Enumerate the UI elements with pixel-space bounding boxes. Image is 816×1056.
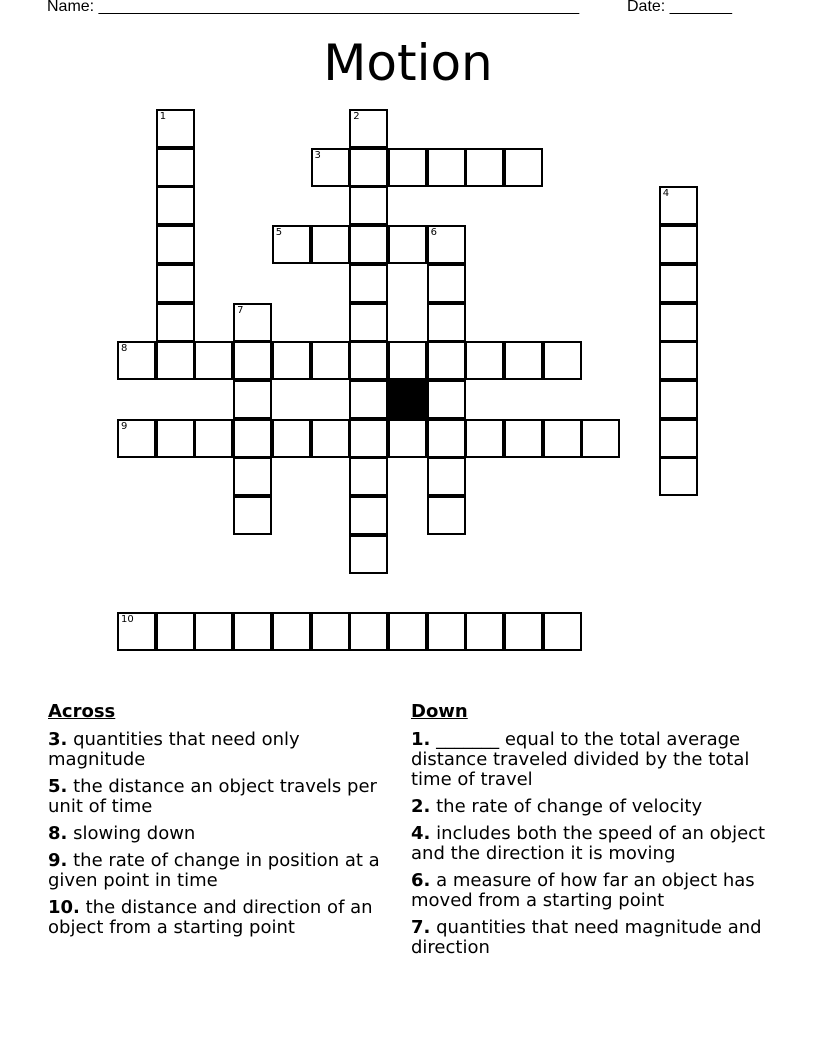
grid-cell[interactable] <box>543 419 582 458</box>
grid-cell[interactable] <box>156 186 195 225</box>
clue-number-label: 4 <box>662 188 670 200</box>
grid-cell[interactable] <box>427 380 466 419</box>
puzzle-title: Motion <box>323 34 493 92</box>
grid-cell[interactable] <box>349 457 388 496</box>
grid-cell[interactable] <box>465 612 504 651</box>
clue-text: _______ equal to the total average distance traveled divided by the total time of travel <box>411 729 750 790</box>
down-clue <box>411 871 771 911</box>
grid-cell[interactable] <box>427 225 466 264</box>
grid-cell[interactable] <box>156 225 195 264</box>
grid-cell[interactable] <box>349 148 388 187</box>
grid-cell[interactable] <box>465 419 504 458</box>
grid-cell[interactable] <box>349 535 388 574</box>
grid-cell[interactable] <box>233 419 272 458</box>
grid-cell[interactable] <box>349 341 388 380</box>
grid-cell[interactable] <box>349 109 388 148</box>
across-clues <box>48 701 398 945</box>
clue-number-label: 6 <box>430 227 437 239</box>
grid-cell[interactable] <box>427 264 466 303</box>
grid-cell[interactable] <box>388 341 427 380</box>
grid-cell[interactable] <box>311 225 350 264</box>
across-clue-list <box>48 730 398 938</box>
down-clue <box>411 797 771 817</box>
across-clue <box>48 777 398 817</box>
clue-text: a measure of how far an object has moved from a starting point <box>411 870 755 911</box>
down-clues <box>411 701 771 965</box>
across-clue <box>48 730 398 770</box>
across-clue <box>48 898 398 938</box>
grid-cell[interactable] <box>272 341 311 380</box>
grid-cell[interactable] <box>156 148 195 187</box>
grid-cell[interactable] <box>117 612 156 651</box>
clue-number-label: 7 <box>237 304 244 316</box>
grid-cell[interactable] <box>427 612 466 651</box>
grid-cell[interactable] <box>659 341 698 380</box>
grid-cell[interactable] <box>427 148 466 187</box>
grid-cell[interactable] <box>659 457 698 496</box>
clue-text: the distance and direction of an object from a starting point <box>48 897 373 938</box>
clue-number: 1. <box>411 729 431 750</box>
clue-number: 2. <box>411 796 431 817</box>
grid-cell[interactable] <box>504 612 543 651</box>
grid-cell[interactable] <box>659 225 698 264</box>
clue-text: slowing down <box>67 823 196 844</box>
grid-cell[interactable] <box>659 380 698 419</box>
clue-text: quantities that need only magnitude <box>48 729 300 770</box>
grid-cell[interactable] <box>427 419 466 458</box>
grid-cell[interactable] <box>117 341 156 380</box>
grid-cell[interactable] <box>311 419 350 458</box>
down-clue <box>411 918 771 958</box>
clue-number-label: 3 <box>314 149 321 161</box>
grid-cell[interactable] <box>349 496 388 535</box>
grid-cell[interactable] <box>427 457 466 496</box>
grid-cell[interactable] <box>504 341 543 380</box>
clue-number: 10. <box>48 897 80 918</box>
grid-cell[interactable] <box>427 341 466 380</box>
clue-text: the rate of change of velocity <box>430 796 703 817</box>
grid-cell[interactable] <box>156 419 195 458</box>
across-clue <box>48 824 398 844</box>
grid-cell[interactable] <box>194 612 233 651</box>
clue-number: 5. <box>48 776 68 797</box>
grid-cell[interactable] <box>156 303 195 342</box>
grid-cell[interactable] <box>194 341 233 380</box>
grid-cell[interactable] <box>504 148 543 187</box>
grid-cell[interactable] <box>272 225 311 264</box>
grid-cell[interactable] <box>349 225 388 264</box>
grid-cell[interactable] <box>659 419 698 458</box>
grid-cell[interactable] <box>156 341 195 380</box>
clue-text: includes both the speed of an object and the direction it is moving <box>411 823 766 864</box>
clue-number-label: 10 <box>121 614 134 626</box>
grid-cell[interactable] <box>504 419 543 458</box>
clue-number-label: 9 <box>121 420 128 432</box>
down-clue <box>411 730 771 790</box>
grid-cell[interactable] <box>233 303 272 342</box>
grid-cell[interactable] <box>233 496 272 535</box>
grid-cell[interactable] <box>233 612 272 651</box>
across-heading: Across <box>48 701 116 722</box>
grid-cell[interactable] <box>581 419 620 458</box>
grid-cell[interactable] <box>311 148 350 187</box>
grid-cell[interactable] <box>349 612 388 651</box>
clue-number: 8. <box>48 823 68 844</box>
clue-number-label: 1 <box>159 111 167 122</box>
down-clue <box>411 824 771 864</box>
grid-cell[interactable] <box>388 612 427 651</box>
grid-cell[interactable] <box>543 612 582 651</box>
grid-cell[interactable] <box>543 341 582 380</box>
grid-cell[interactable] <box>233 380 272 419</box>
grid-cell[interactable] <box>272 419 311 458</box>
clue-text: the distance an object travels per unit of time <box>48 776 377 817</box>
grid-cell[interactable] <box>659 186 698 225</box>
grid-cell[interactable] <box>349 264 388 303</box>
grid-cell[interactable] <box>659 303 698 342</box>
grid-cell[interactable] <box>349 303 388 342</box>
grid-cell[interactable] <box>388 419 427 458</box>
grid-cell[interactable] <box>117 419 156 458</box>
clue-number: 4. <box>411 823 431 844</box>
grid-cell[interactable] <box>311 612 350 651</box>
grid-cell[interactable] <box>233 457 272 496</box>
grid-cell[interactable] <box>156 264 195 303</box>
grid-cell[interactable] <box>349 186 388 225</box>
grid-cell[interactable] <box>156 109 195 148</box>
grid-cell[interactable] <box>427 303 466 342</box>
grid-cell[interactable] <box>349 419 388 458</box>
grid-cell[interactable] <box>659 264 698 303</box>
grid-cell[interactable] <box>311 341 350 380</box>
grid-cell[interactable] <box>194 419 233 458</box>
grid-cell[interactable] <box>427 496 466 535</box>
grid-cell[interactable] <box>388 148 427 187</box>
clue-number: 9. <box>48 850 68 871</box>
date-field[interactable]: Date: _______ <box>627 0 732 15</box>
clue-number-label: 8 <box>121 343 128 355</box>
across-clue <box>48 851 398 891</box>
clue-text: the rate of change in position at a given point in time <box>48 850 380 891</box>
down-heading: Down <box>411 701 468 722</box>
grid-cell[interactable] <box>233 341 272 380</box>
black-cell <box>388 380 427 419</box>
clue-number-label: 2 <box>353 111 360 122</box>
clue-number-label: 5 <box>275 227 283 239</box>
down-clue-list <box>411 730 771 958</box>
grid-cell[interactable] <box>156 612 195 651</box>
grid-cell[interactable] <box>349 380 388 419</box>
clue-number: 3. <box>48 729 68 750</box>
clue-number: 6. <box>411 870 431 891</box>
clue-text: quantities that need magnitude and direction <box>411 917 762 958</box>
name-field[interactable]: Name: ______________________________________________________ <box>47 0 580 15</box>
grid-cell[interactable] <box>272 612 311 651</box>
grid-cell[interactable] <box>465 148 504 187</box>
clue-number: 7. <box>411 917 431 938</box>
grid-cell[interactable] <box>465 341 504 380</box>
grid-cell[interactable] <box>388 225 427 264</box>
